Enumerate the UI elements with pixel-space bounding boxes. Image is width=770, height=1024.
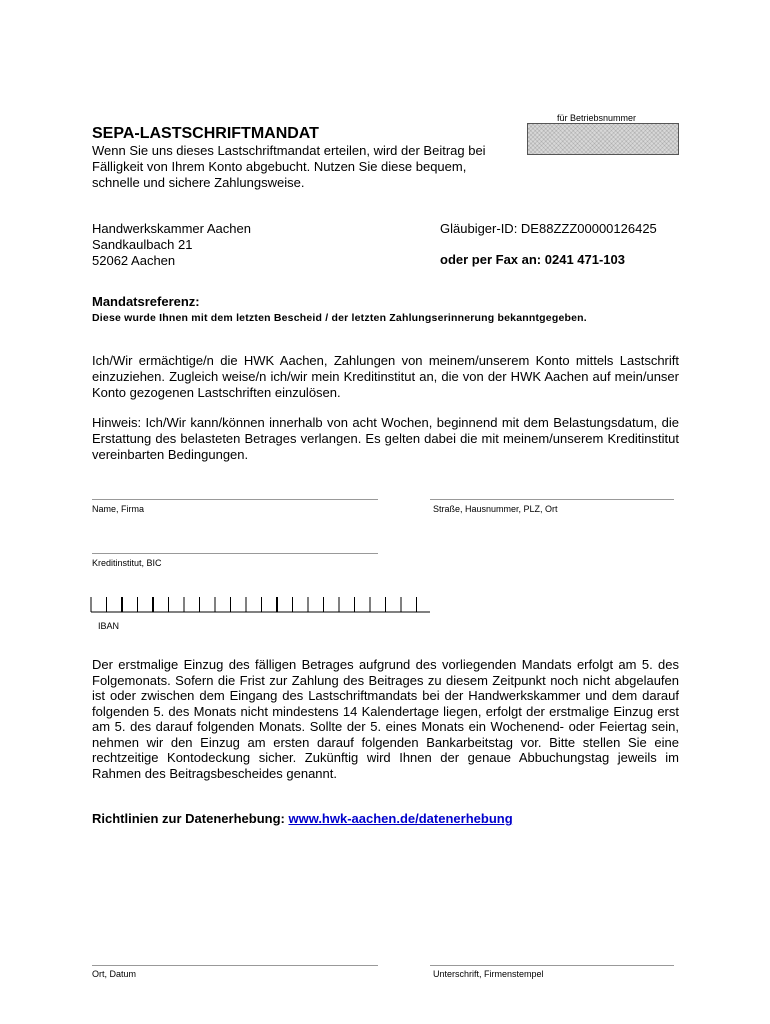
strasse-line[interactable] — [430, 499, 674, 500]
kreditinstitut-label: Kreditinstitut, BIC — [92, 558, 162, 568]
authorization-paragraph: Ich/Wir ermächtige/n die HWK Aachen, Zahlungen von meinem/unserem Konto mittels Lastschrift einzuziehen. Zugleich weise/n ich/wir mein Kreditinstitut an, die von der HWK Aachen auf mein/unser Konto gezogenen Lastschriften einzulösen. — [92, 353, 679, 400]
richtlinien — [92, 811, 513, 826]
iban-boxes-graphic — [90, 597, 430, 613]
name-firma-line[interactable] — [92, 499, 378, 500]
ort-datum-label: Ort, Datum — [92, 969, 137, 979]
creditor-street: Sandkaulbach 21 — [92, 237, 193, 252]
intro-text: Wenn Sie uns dieses Lastschriftmandat erteilen, wird der Beitrag bei Fälligkeit von Ihrem Konto abgebucht. Nutzen Sie diese bequem, schnelle und sichere Zahlungsweise. — [92, 143, 486, 190]
creditor-city: 52062 Aachen — [92, 253, 176, 268]
fax-number: oder per Fax an: 0241 471-103 — [440, 252, 625, 267]
mandate-heading: Mandatsreferenz: — [92, 294, 200, 309]
richtlinien-label: Richtlinien zur Datenerhebung: — [92, 811, 285, 826]
iban-input[interactable] — [90, 597, 430, 613]
strasse-label: Straße, Hausnummer, PLZ, Ort — [433, 504, 558, 514]
unterschrift-line[interactable] — [430, 965, 674, 966]
mandate-text: Diese wurde Ihnen mit dem letzten Bescheid / der letzten Zahlungserinnerung bekanntgegeben. — [92, 312, 587, 324]
datenerhebung-link[interactable]: www.hwk-aachen.de/datenerhebung — [288, 811, 513, 826]
hinweis-paragraph: Hinweis: Ich/Wir kann/können innerhalb von acht Wochen, beginnend mit dem Belastungsdatum, die Erstattung des belasteten Betrages verlangen. Es gelten dabei die mit meinem/unserem Kreditinstitut vereinbarten Bedingungen. — [92, 415, 679, 462]
creditor-address — [92, 221, 251, 269]
iban-label: IBAN — [98, 621, 120, 631]
ort-datum-line[interactable] — [92, 965, 378, 966]
creditor-name: Handwerkskammer Aachen — [92, 221, 251, 236]
betriebsnummer-label: für Betriebsnummer — [557, 113, 637, 123]
unterschrift-label: Unterschrift, Firmenstempel — [433, 969, 544, 979]
name-firma-label: Name, Firma — [92, 504, 145, 514]
glaeubiger-id: Gläubiger-ID: DE88ZZZ00000126425 — [440, 221, 657, 236]
betriebsnummer-field[interactable] — [527, 123, 679, 155]
kreditinstitut-line[interactable] — [92, 553, 378, 554]
page-title: SEPA-LASTSCHRIFTMANDAT — [92, 125, 319, 142]
first-collection-paragraph: Der erstmalige Einzug des fälligen Betrages aufgrund des vorliegenden Mandats erfolgt am 5. des Folgemonats. Sofern die Frist zur Zahlung des Beitrages zu diesem Zeitpunkt noch nicht abgelaufen ist oder zwischen dem Eingang des Lastschriftmandats bei der Handwerkskammer und dem darauf folgenden 5. des Monats nicht mindestens 14 Kalendertage liegen, erfolgt der erstmalige Einzug erst am 5. des darauf folgenden Monats. Sollte der 5. eines Monats ein Wochenend- oder Feiertag sein, nehmen wir den Einzug am ersten darauf folgenden Bankarbeitstag vor. Bitte stellen Sie eine rechtzeitige Kontodeckung sicher. Zukünftig wird Ihnen der genaue Abbuchungstag jeweils im Rahmen des Beitragsbescheides genannt. — [92, 657, 679, 781]
